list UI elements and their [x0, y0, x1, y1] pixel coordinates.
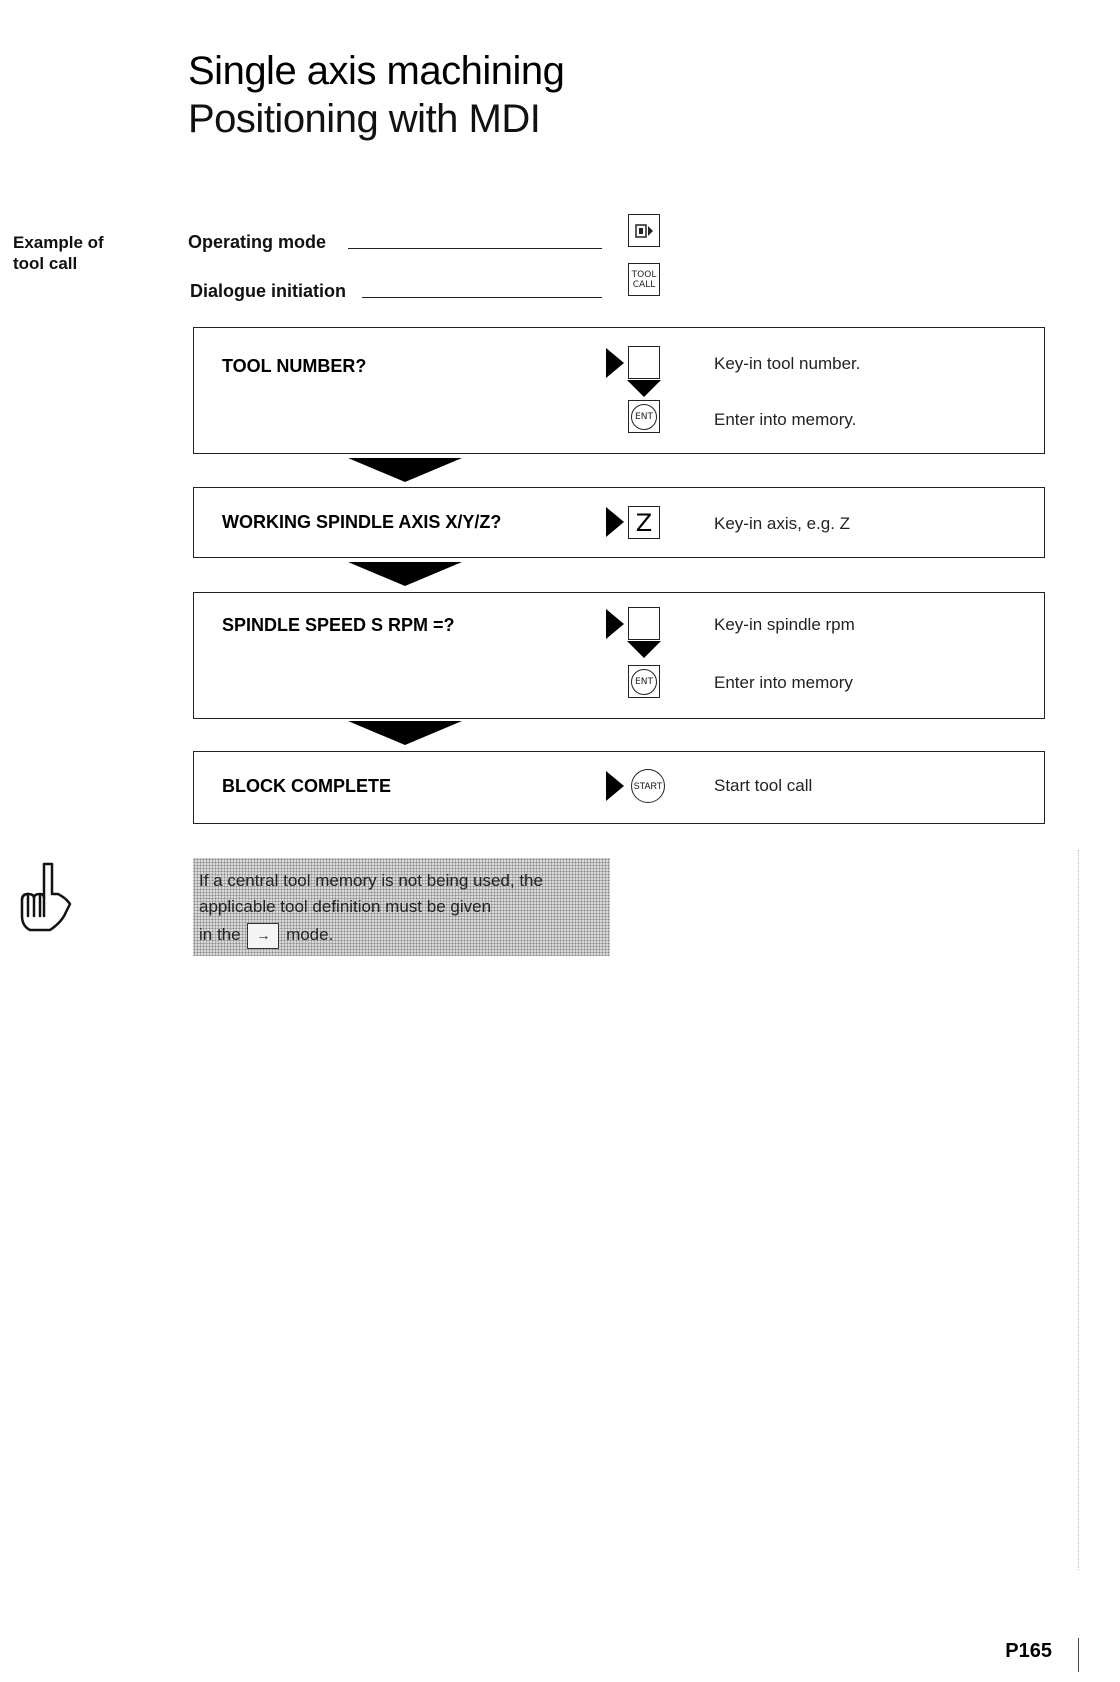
arrow-down-icon — [627, 380, 661, 397]
step-tool-number — [193, 327, 1045, 454]
operating-mode-leader — [348, 248, 602, 249]
ent-key-label: ENT — [631, 669, 657, 695]
pointing-hand-icon — [14, 860, 74, 936]
step-prompt: WORKING SPINDLE AXIS X/Y/Z? — [222, 512, 502, 532]
note-line3-pre: in the — [199, 925, 241, 944]
tool-call-key-line2: CALL — [632, 279, 656, 290]
positioning-mdi-key-icon[interactable] — [628, 214, 660, 247]
note-line2: applicable tool definition must be given — [199, 897, 492, 916]
step-prompt: TOOL NUMBER? — [222, 356, 367, 376]
start-key[interactable]: START — [631, 769, 665, 803]
positioning-mode-key-icon: → — [247, 923, 279, 949]
arrow-right-icon — [606, 609, 624, 639]
ent-key[interactable] — [628, 665, 660, 698]
operating-mode-label: Operating mode — [188, 232, 327, 252]
page-number: P165 — [1005, 1640, 1052, 1662]
page-number-rule — [1078, 1638, 1079, 1672]
z-axis-key[interactable]: Z — [628, 506, 660, 539]
step-spindle-speed — [193, 592, 1045, 719]
step-prompt: BLOCK COMPLETE — [222, 776, 391, 796]
positioning-mdi-icon — [633, 221, 655, 241]
arrow-right-icon — [606, 507, 624, 537]
tool-call-key-line1: TOOL — [631, 269, 657, 280]
dialogue-initiation-leader — [362, 297, 602, 298]
step-prompt: SPINDLE SPEED S RPM =? — [222, 615, 455, 635]
arrow-right-icon — [606, 348, 624, 378]
note-box — [193, 858, 610, 956]
ent-key-label: ENT — [631, 404, 657, 430]
step-input-desc: Key-in axis, e.g. Z — [714, 514, 851, 533]
step-input-desc: Start tool call — [714, 776, 813, 795]
flow-arrow-down-icon — [348, 458, 462, 482]
arrow-right-icon — [606, 771, 624, 801]
note-line3-post: mode. — [286, 925, 334, 944]
side-label-line1: Example of — [13, 233, 104, 252]
arrow-down-icon — [627, 641, 661, 658]
step-enter-desc: Enter into memory — [714, 673, 853, 692]
step-spindle-axis — [193, 487, 1045, 558]
side-label-line2: tool call — [13, 254, 78, 273]
side-label — [13, 232, 153, 274]
page-title: Single axis machining — [188, 49, 565, 93]
step-block-complete — [193, 751, 1045, 824]
step-input-desc: Key-in spindle rpm — [714, 615, 855, 634]
numeric-input-key[interactable] — [628, 346, 660, 379]
flow-arrow-down-icon — [348, 562, 462, 586]
tool-call-key[interactable] — [628, 263, 660, 296]
ent-key[interactable] — [628, 400, 660, 433]
step-enter-desc: Enter into memory. — [714, 410, 857, 429]
numeric-input-key[interactable] — [628, 607, 660, 640]
dialogue-initiation-label: Dialogue initiation — [190, 281, 346, 301]
margin-rule — [1078, 850, 1079, 1570]
page-subtitle: Positioning with MDI — [188, 97, 541, 141]
note-line1: If a central tool memory is not being used, the — [199, 871, 543, 890]
note-line3 — [199, 920, 604, 950]
step-input-desc: Key-in tool number. — [714, 354, 861, 373]
flow-arrow-down-icon — [348, 721, 462, 745]
